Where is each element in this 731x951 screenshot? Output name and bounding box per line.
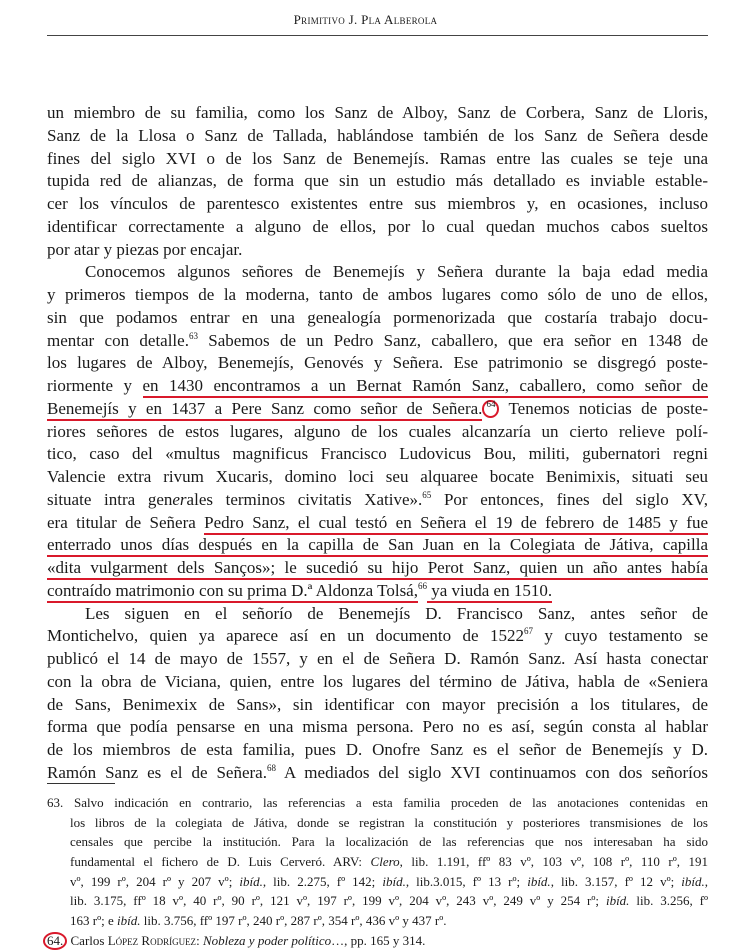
text-segment: Nobleza y poder político [202, 932, 332, 948]
text-segment: ibíd. [527, 873, 551, 889]
footnote-ref: 63 [188, 330, 198, 341]
text-line [47, 330, 708, 353]
text-segment: , lib. 1.191, ffº 83 vº, 103 vº, 108 rº, 110 rº, 191 [399, 854, 708, 870]
text-segment: los lugares de Alboy, Benemejís, Genovés y Señera. Ese patrimonio se disgregó poste- [47, 353, 708, 373]
text-segment: era titular de Señera [47, 512, 205, 532]
text-segment: situate intra gen [47, 489, 173, 509]
text-line [47, 534, 708, 557]
text-line [47, 603, 708, 626]
footnote-line [47, 793, 708, 813]
text-segment: Clero [370, 854, 400, 870]
footnote-line [47, 832, 708, 852]
text-segment: López Rodríguez [107, 932, 197, 948]
underlined-text: Pedro Sanz, el cual testó en Señera el 19 de febrero de 1485 y fue [204, 513, 708, 535]
text-segment: Les siguen en el señorío de Benemejís D. Francisco Sanz, antes señor de [85, 603, 708, 623]
text-segment: los libros de la colegiata de Játiva, donde se registran la constitución y posteriores transmisiones de los [70, 814, 708, 830]
text-line [47, 762, 708, 785]
text-segment: sin que podamos entrar en una genealogía pormenorizada que costaría trabajo docu- [47, 307, 708, 327]
text-line [47, 557, 708, 580]
text-segment: y primeros tiempos de la moderna, tanto de ambos lugares como sólo de uno de ellos, [47, 285, 708, 304]
text-line [47, 739, 708, 762]
text-segment: Tenemos noticias de poste- [499, 398, 708, 418]
text-segment: de los miembros de esta familia, pues D. Onofre Sanz es el señor de Benemejís y D. [47, 740, 708, 759]
text-segment: Montichelvo, quien ya aparece así en un documento de 1522 [47, 626, 525, 646]
text-segment: , lib. 3.157, fº 12 vº; [550, 873, 682, 889]
text-segment: …, pp. 165 y 314. [331, 932, 426, 948]
text-segment: 63. Salvo indicación en contrario, las referencias a esta familia proceden de las anotaciones contenidas en [47, 795, 708, 810]
text-line [47, 307, 708, 330]
text-segment: Ramón Sanz es el de Señera. [47, 762, 267, 782]
footnote-line [47, 872, 708, 892]
underlined-text: enterrado unos días después en la capilla de San Juan en la Colegiata de Játiva, capilla [47, 535, 708, 557]
header-rule [47, 35, 708, 36]
text-segment: lib. 3.256, fº [629, 893, 708, 909]
text-line [47, 580, 708, 603]
text-line [47, 398, 708, 421]
text-line [47, 648, 708, 671]
text-segment: A mediados del siglo XVI continuamos con dos señoríos [275, 762, 708, 782]
underlined-text: en 1430 encontramos a un Bernat Ramón Sanz, caballero, como señor de [143, 376, 708, 398]
text-segment: 163 rº; e [70, 913, 117, 929]
footnote-ref: 67 [524, 626, 534, 637]
running-header: Primitivo J. Pla Alberola [293, 12, 438, 27]
text-segment: censales que percibe la institución. Para la localización de las referencias que nos interesaban ha sido [70, 834, 708, 850]
text-segment: ibíd. [382, 873, 406, 889]
text-segment: Valencie extra rivum Xucaris, domino loci seu alquaree bocate Benimixis, situati seu [47, 467, 708, 486]
footnote-ref: 66 [417, 580, 427, 591]
text-segment: , lib. 2.275, fº 142; [262, 873, 383, 889]
text-segment: fines del siglo XVI o de los Sanz de Benemejís. Ramas entre las cuales se teje una [47, 148, 708, 168]
text-segment: ibíd. [239, 873, 263, 889]
text-segment: ibíd. [117, 913, 141, 929]
underlined-text: contraído matrimonio con su prima D.ª Aldonza Tolsá, [47, 581, 418, 603]
text-segment: forma que podía pensarse en una misma persona. Pero no es así, según consta al hablar [47, 717, 708, 737]
text-segment: identificar correctamente a alguno de ellos, por lo cual quedan muchos cabos sueltos [47, 216, 708, 236]
text-segment: fundamental el fichero de D. Luis Cerveró. ARV: [70, 854, 371, 870]
text-line [47, 512, 708, 535]
text-segment: Carlos [67, 932, 108, 948]
text-line [47, 375, 708, 398]
text-line [47, 170, 708, 193]
text-segment: riores señores de estos lugares, alguno de los cuales alcanzaría un cierto relieve polí- [47, 421, 708, 441]
text-segment: ibíd. [681, 873, 705, 889]
red-circle-annotation [43, 932, 67, 950]
text-segment: cer los vínculos de parentesco existentes entre sus miembros y, en ocasiones, incluso [47, 194, 708, 213]
text-segment: ibíd. [605, 893, 630, 909]
text-line [47, 216, 708, 239]
text-line [47, 694, 708, 717]
text-segment: Sabemos de un Pedro Sanz, caballero, que era señor en 1348 de [197, 330, 708, 350]
text-segment: : [196, 932, 203, 948]
text-segment: Sanz de la Llosa o Sanz de Tallada, hablándose también de los Sanz de Señera desde [47, 125, 708, 145]
text-segment: , lib.3.015, fº 13 rº; [405, 873, 528, 889]
text-segment: ales terminos civitatis Xative». [186, 489, 423, 509]
text-segment: con la obra de Viciana, quien, entre los lugares del término de Játiva, habla de «Seniera [47, 671, 708, 691]
text-segment: Conocemos algunos señores de Benemejís y Señera durante la baja edad media [85, 262, 708, 282]
text-segment: publicó el 14 de mayo de 1557, y en el de Señera D. Ramón Sanz. Así hasta conectar [47, 649, 708, 668]
text-segment: tico, caso del «multus magnificus Francisco Ludovicus Bou, militi, gubernatori regni [47, 444, 708, 464]
red-circle-annotation [482, 400, 499, 418]
underlined-text: «dita vulgarment dels Sanços»; le sucedió su hijo Perot Sanz, quien un año antes había [47, 558, 708, 580]
text-segment: y cuyo testamento se [533, 626, 708, 646]
footnote-separator [47, 783, 115, 784]
text-line [47, 443, 708, 466]
underlined-text: ya viuda en 1510. [427, 581, 552, 603]
text-segment: 64. [47, 932, 64, 948]
text-line [47, 671, 708, 694]
text-segment: , [704, 873, 708, 889]
text-segment: Por entonces, fines del siglo XV, [431, 489, 708, 509]
text-line [47, 193, 708, 216]
text-line [47, 421, 708, 444]
footnote-line [47, 813, 708, 833]
text-segment: tupida red de alianzas, de forma que sin un estudio más detallado es inviable estable- [47, 171, 708, 191]
text-line [47, 352, 708, 375]
footnote-ref: 68 [266, 762, 276, 773]
text-line [47, 261, 708, 284]
text-segment: de Sans, Benimexix de Sans», sin identificar con mayor precisión a los titulares, de [47, 694, 708, 714]
text-line [47, 716, 708, 739]
text-segment: lib. 3.756, ffº 197 rº, 240 rº, 287 rº, 354 rº, 436 vº y 437 rº. [140, 913, 447, 929]
footnote-line [47, 852, 708, 872]
text-segment: un miembro de su familia, como los Sanz de Alboy, Sanz de Corbera, Sanz de Lloris, [47, 103, 708, 122]
footnote-line [47, 891, 708, 911]
text-line [47, 148, 708, 171]
text-line [47, 625, 708, 648]
footnote-line [47, 931, 708, 951]
text-segment: riormente y [47, 376, 143, 395]
text-segment: por atar y piezas por encajar. [47, 239, 243, 259]
footnotes [47, 793, 708, 951]
text-line [47, 102, 708, 125]
text-segment: er [172, 489, 187, 509]
text-segment: lib. 3.175, ffº 18 vº, 40 rº, 90 rº, 121 vº, 197 rº, 199 vº, 204 vº, 243 vº, 249 vº y 254 rº; [70, 893, 606, 909]
text-segment: vº, 199 rº, 204 rº y 207 vº; [70, 873, 240, 889]
text-line [47, 466, 708, 489]
text-line [47, 284, 708, 307]
footnote-ref: 65 [422, 489, 432, 500]
body-text [47, 102, 708, 785]
footnote-ref: 64 [486, 398, 496, 409]
underlined-text: Benemejís y en 1437 a Pere Sanz como señor de Señera. [47, 399, 482, 421]
footnote-line [47, 911, 708, 931]
text-segment: mentar con detalle. [47, 330, 189, 350]
text-line [47, 489, 708, 512]
text-line [47, 125, 708, 148]
text-line [47, 239, 708, 262]
